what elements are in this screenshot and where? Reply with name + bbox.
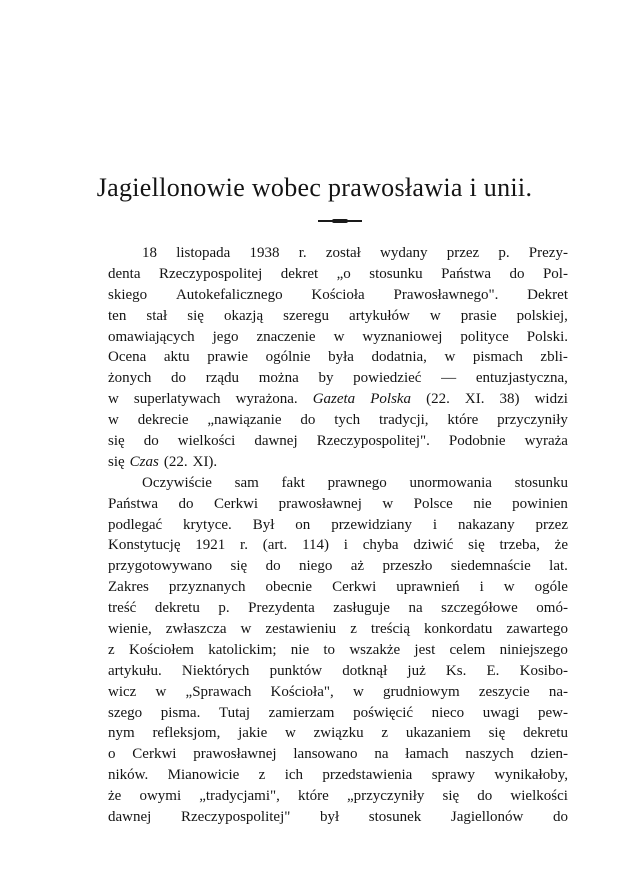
word: szego xyxy=(108,704,143,721)
word: punktów xyxy=(269,662,323,679)
word: siedemnaście xyxy=(450,558,531,575)
word: z xyxy=(350,621,357,638)
word: (22. xyxy=(426,391,450,408)
word: p. xyxy=(218,600,230,617)
word: Oczywiście xyxy=(142,474,212,491)
body-line xyxy=(108,410,568,431)
word: można xyxy=(258,370,299,387)
word: Ks. xyxy=(445,662,467,679)
word: entuzjastyczna, xyxy=(475,370,568,387)
word: obecnie xyxy=(265,579,313,596)
word: nie xyxy=(290,641,310,658)
word: 114) xyxy=(302,537,330,554)
word: „przyczyniły xyxy=(346,788,425,805)
word: się xyxy=(187,307,204,324)
word: ników. xyxy=(108,767,149,784)
word: nie xyxy=(473,495,492,512)
body-line xyxy=(108,556,568,577)
word: w xyxy=(444,349,456,366)
word: do xyxy=(552,809,568,826)
word: jakie xyxy=(238,725,268,742)
word: Konstytucję xyxy=(108,537,181,554)
word: omó- xyxy=(536,600,568,617)
title-divider xyxy=(318,220,362,222)
word: do xyxy=(178,495,194,512)
word: aktu xyxy=(163,349,190,366)
word: skiego xyxy=(108,286,148,303)
body-line xyxy=(108,535,568,556)
word: okazją xyxy=(223,307,264,324)
body-line xyxy=(108,577,568,598)
word: Prawosławnego". xyxy=(393,286,499,303)
word: tych xyxy=(334,412,361,429)
word: przygotowywano xyxy=(108,558,213,575)
word: by xyxy=(318,370,334,387)
word: treścią xyxy=(370,621,410,638)
word: artykułów xyxy=(349,307,410,324)
word: do xyxy=(171,370,187,387)
word: i xyxy=(432,516,438,533)
body-line xyxy=(108,515,568,536)
word: Podobnie xyxy=(448,433,506,450)
word: była xyxy=(328,349,354,366)
word: rządu xyxy=(205,370,240,387)
word: wydany xyxy=(380,245,428,261)
word: prawie xyxy=(207,349,249,366)
word: do xyxy=(509,265,525,282)
word: „tradycjami", xyxy=(199,788,280,805)
word: XI. xyxy=(464,391,485,408)
word: fakt xyxy=(281,474,305,491)
body-line xyxy=(108,744,568,765)
word: do xyxy=(477,788,493,805)
word: Tutaj xyxy=(218,704,251,721)
word: stosunek xyxy=(368,809,422,826)
word: Mianowicie xyxy=(167,767,240,784)
word: ich xyxy=(284,767,304,784)
word: „o xyxy=(336,265,351,282)
word: refleksjom, xyxy=(152,725,221,742)
word: 1938 xyxy=(249,245,280,261)
word: (art. xyxy=(262,537,288,554)
word: niego xyxy=(299,558,333,575)
word: niniejszego xyxy=(499,641,568,658)
word: wszakże xyxy=(349,641,401,658)
word: do xyxy=(265,558,281,575)
word: wyznaniowej xyxy=(362,328,443,345)
word: dekretu xyxy=(154,600,200,617)
word: przez xyxy=(535,516,568,533)
word: uprawnień xyxy=(396,579,460,596)
word: lansowano xyxy=(293,746,358,763)
word: listopada xyxy=(176,245,231,261)
word: 1921 xyxy=(195,537,226,554)
word: konkordatu xyxy=(424,621,493,638)
word: zasługuje xyxy=(333,600,390,617)
word: przeszło xyxy=(382,558,433,575)
body-line xyxy=(108,640,568,661)
word: wyraża xyxy=(524,433,568,450)
word: wielkości xyxy=(177,433,236,450)
word: sam xyxy=(234,474,259,491)
word: przyznanych xyxy=(168,579,246,596)
body-line xyxy=(108,786,568,807)
word: „Sprawach xyxy=(185,683,252,700)
word: szeregu xyxy=(283,307,329,324)
word: dekrecie xyxy=(137,412,189,429)
word: treść xyxy=(108,600,137,617)
word: stosunku xyxy=(514,474,568,491)
word: dekretu xyxy=(523,725,568,742)
word: lat. xyxy=(549,558,568,575)
word: Dekret xyxy=(527,286,568,303)
word: przedstawienia xyxy=(322,767,413,784)
word: które xyxy=(298,788,329,805)
word: że xyxy=(108,788,122,805)
word: Autokefalicznego xyxy=(175,286,283,303)
word: Prezydenta xyxy=(248,600,315,617)
word: Polsce xyxy=(413,495,453,512)
word: uwagi xyxy=(482,704,520,721)
word: (22. xyxy=(163,453,188,470)
word: r. xyxy=(298,245,307,261)
body-line xyxy=(108,243,568,264)
word: na xyxy=(374,746,389,763)
word: Kościoła", xyxy=(270,683,334,700)
word: w xyxy=(240,621,252,638)
body-line xyxy=(108,598,568,619)
italic-word: Polska xyxy=(370,391,412,408)
word: Kościoła xyxy=(311,286,365,303)
body-line xyxy=(108,306,568,327)
body-line xyxy=(108,285,568,306)
word: naszych xyxy=(465,746,514,763)
word: w xyxy=(429,307,441,324)
word: widzi xyxy=(534,391,568,408)
body-line xyxy=(108,368,568,389)
word: prawnego xyxy=(327,474,387,491)
word: i xyxy=(479,579,484,596)
body-line xyxy=(108,347,568,368)
word: Ocena xyxy=(108,349,147,366)
word: r. xyxy=(240,537,248,554)
italic-word: Czas xyxy=(129,453,159,470)
word: przez xyxy=(446,245,480,261)
word: w xyxy=(108,391,119,408)
word: nieco xyxy=(431,704,465,721)
word: E. xyxy=(486,662,500,679)
word: prasie xyxy=(460,307,497,324)
word: denta xyxy=(108,265,141,282)
word: XI). xyxy=(192,453,218,470)
word: podlegać xyxy=(108,516,163,533)
word: zbli- xyxy=(540,349,568,366)
word: w xyxy=(503,579,515,596)
word: Niektórych xyxy=(181,662,250,679)
word: o xyxy=(108,746,116,763)
word: jest xyxy=(414,641,436,658)
word: dawnej xyxy=(108,809,152,826)
word: polskiej, xyxy=(516,307,568,324)
word: w xyxy=(285,725,296,742)
word: Był xyxy=(252,516,275,533)
word: do xyxy=(300,412,316,429)
word: z xyxy=(381,725,389,742)
word: zawartego xyxy=(506,621,568,638)
word: żonych xyxy=(108,370,152,387)
word: dodatnia, xyxy=(371,349,427,366)
word: pisma. xyxy=(160,704,201,721)
word: dekret xyxy=(280,265,319,282)
word: stosunku xyxy=(369,265,423,282)
word: krytyce. xyxy=(183,516,232,533)
word: pew- xyxy=(537,704,568,721)
word: się xyxy=(108,433,125,450)
body-line xyxy=(108,682,568,703)
page-title: Jagiellonowie wobec prawosławia i unii. xyxy=(96,173,533,202)
word: się xyxy=(230,558,248,575)
word: łamach xyxy=(405,746,449,763)
word: zeszycie xyxy=(478,683,530,700)
word: wienie, xyxy=(108,621,152,638)
word: ogóle xyxy=(534,579,568,596)
word: ten xyxy=(108,307,127,324)
body-line xyxy=(108,807,568,828)
word: grudniowym xyxy=(382,683,460,700)
word: p. xyxy=(498,245,510,261)
word: poświęcić xyxy=(353,704,414,721)
word: owymi xyxy=(139,788,182,805)
word: stał xyxy=(146,307,168,324)
word: wyrażona. xyxy=(235,391,298,408)
word: powinien xyxy=(512,495,568,512)
body-line xyxy=(108,452,568,473)
word: nym xyxy=(108,725,135,742)
word: w xyxy=(352,683,364,700)
word: Kosibo- xyxy=(519,662,568,679)
word: które xyxy=(447,412,479,429)
word: zwłaszcza xyxy=(165,621,227,638)
body-line xyxy=(108,661,568,682)
word: Państwa xyxy=(108,495,158,512)
word: się xyxy=(488,725,506,742)
word: Zakres xyxy=(108,579,149,596)
body-line xyxy=(108,389,568,410)
word: dziwić xyxy=(413,537,454,554)
word: się xyxy=(468,537,485,554)
body-text xyxy=(108,243,568,828)
word: sprawy xyxy=(431,767,476,784)
italic-word: Gazeta xyxy=(312,391,356,408)
body-line xyxy=(108,431,568,452)
word: Cerkwi xyxy=(132,746,177,763)
word: omawiających xyxy=(108,328,195,345)
word: dotknął xyxy=(342,662,388,679)
word: zestawieniu xyxy=(265,621,337,638)
word: powiedzieć xyxy=(353,370,422,387)
word: zamierzam xyxy=(268,704,335,721)
word: już xyxy=(407,662,426,679)
word: Rzeczypospolitej" xyxy=(180,809,291,826)
word: i xyxy=(343,537,348,554)
word: nakazany xyxy=(457,516,515,533)
word: chyba xyxy=(362,537,399,554)
word: związku xyxy=(313,725,364,742)
word: Pol- xyxy=(542,265,568,282)
word: Polski. xyxy=(526,328,568,345)
word: wynikałoby, xyxy=(494,767,568,784)
word: przyczyniły xyxy=(497,412,568,429)
word: wicz xyxy=(108,683,137,700)
word: ukazaniem xyxy=(405,725,471,742)
word: unormowania xyxy=(409,474,492,491)
word: polityce xyxy=(460,328,509,345)
word: z xyxy=(258,767,266,784)
word: prawosławnej xyxy=(278,495,362,512)
word: jego xyxy=(212,328,239,345)
word: tradycji, xyxy=(378,412,429,429)
body-line xyxy=(108,494,568,515)
word: Kościołem xyxy=(128,641,194,658)
word: Państwa xyxy=(441,265,492,282)
word: 38) xyxy=(499,391,520,408)
word: on xyxy=(295,516,311,533)
word: Jagiellonów xyxy=(450,809,524,826)
word: Rzeczypospolitej xyxy=(158,265,263,282)
word: przewidziany xyxy=(331,516,412,533)
word: że xyxy=(554,537,568,554)
word: w xyxy=(155,683,167,700)
word: ogólnie xyxy=(265,349,311,366)
word: Prezy- xyxy=(528,245,568,261)
word: to xyxy=(323,641,336,658)
word: superlatywach xyxy=(133,391,221,408)
word: na xyxy=(408,600,423,617)
word: został xyxy=(325,245,361,261)
word: szczegółowe xyxy=(441,600,518,617)
word: w xyxy=(108,412,119,429)
word: z xyxy=(108,641,115,658)
word: artykułu. xyxy=(108,662,162,679)
word: pismach xyxy=(472,349,523,366)
word: Rzeczypospolitej". xyxy=(316,433,430,450)
body-line xyxy=(108,264,568,285)
word: dzien- xyxy=(530,746,568,763)
body-line xyxy=(108,703,568,724)
word: do xyxy=(143,433,159,450)
body-line xyxy=(108,327,568,348)
word: był xyxy=(319,809,340,826)
word: katolickim; xyxy=(208,641,277,658)
word: — xyxy=(441,370,457,387)
word: na- xyxy=(548,683,568,700)
body-line xyxy=(108,619,568,640)
body-line xyxy=(108,473,568,494)
body-line xyxy=(108,723,568,744)
body-line xyxy=(108,765,568,786)
word: w xyxy=(382,495,394,512)
word: w xyxy=(333,328,345,345)
word: znaczenie xyxy=(256,328,316,345)
word: Cerkwi xyxy=(213,495,259,512)
word: trzeba, xyxy=(499,537,540,554)
word: celem xyxy=(449,641,486,658)
word: aż xyxy=(350,558,365,575)
word: dawnej xyxy=(254,433,298,450)
word: się xyxy=(108,453,125,470)
word: się xyxy=(442,788,460,805)
word: wielkości xyxy=(510,788,568,805)
word: 18 xyxy=(142,245,157,261)
word: prawosławnej xyxy=(193,746,277,763)
word: „nawiązanie xyxy=(207,412,282,429)
word: Cerkwi xyxy=(332,579,377,596)
